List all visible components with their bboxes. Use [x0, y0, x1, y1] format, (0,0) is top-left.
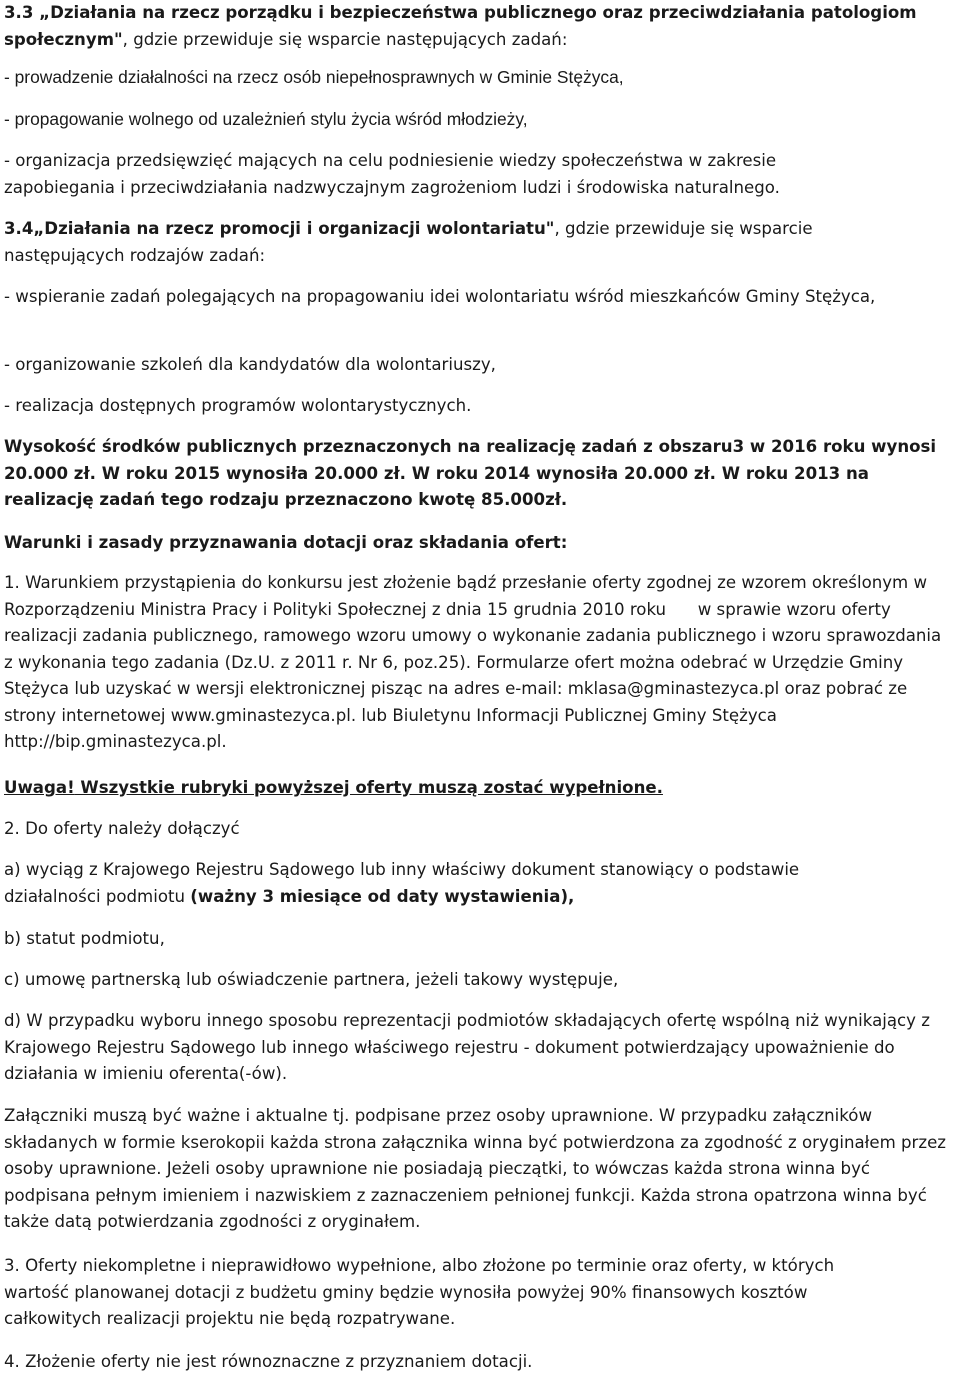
- section-3-4-item: - realizacja dostępnych programów wolontarystycznych.: [4, 396, 472, 415]
- section-3-3-item: - organizacja przedsięwzięć mających na celu podniesienie wiedzy społeczeństwa w zakresie zapobiegania i przeciwdziałania nadzwyczajnym zagrożeniom ludzi i środowiska naturalnego.: [4, 151, 780, 197]
- section-3-3-intro: [4, 0, 944, 53]
- warning-text: Wszystkie rubryki powyższej oferty muszą zostać wypełnione.: [74, 778, 663, 797]
- condition-2d: d) W przypadku wyboru innego sposobu reprezentacji podmiotów składających ofertę wspólną niż wynikający z Krajowego Rejestru Sądowego lub innego właściwego rejestru - dokument potwierdzający upoważnienie do działania w imieniu oferenta(-ów).: [4, 1011, 930, 1083]
- section-3-4-intro: [4, 216, 864, 269]
- condition-4: 4. Złożenie oferty nie jest równoznaczne z przyznaniem dotacji.: [4, 1352, 533, 1371]
- funding-paragraph: Wysokość środków publicznych przeznaczonych na realizację zadań z obszaru3 w 2016 roku wynosi 20.000 zł. W roku 2015 wynosiła 20.000 zł. W roku 2014 wynosiła 20.000 zł. W roku 2013 na realizację zadań tego rodzaju przeznaczono kwotę 85.000zł.: [4, 437, 937, 509]
- conditions-heading: Warunki i zasady przyznawania dotacji oraz składania ofert:: [4, 533, 568, 552]
- condition-2a: [4, 857, 884, 910]
- section-3-3-item: - propagowanie wolnego od uzależnień stylu życia wśród młodzieży,: [4, 109, 528, 129]
- section-3-3-intro-text: , gdzie przewiduje się wsparcie następujących zadań:: [122, 29, 568, 49]
- condition-2: 2. Do oferty należy dołączyć: [4, 819, 240, 838]
- section-3-3-heading: 3.3 „Działania na rzecz porządku i bezpieczeństwa publicznego oraz przeciwdziałania patologiom społecznym": [4, 3, 917, 49]
- condition-1: 1. Warunkiem przystąpienia do konkursu jest złożenie bądź przesłanie oferty zgodnej ze wzorem określonym w Rozporządzeniu Ministra Pracy i Polityki Społecznej z dnia 15 grudnia 2010 roku w sprawie wzoru oferty realizacji zadania publicznego, ramowego wzoru umowy o wykonanie zadania publicznego i wzoru sprawozdania z wykonania tego zadania (Dz.U. z 2011 r. Nr 6, poz.25). Formularze ofert można odebrać w Urzędzie Gminy Stężyca lub uzyskać w wersji elektronicznej pisząc na adres e-mail: mklasa@gminastezyca.pl oraz pobrać ze strony internetowej www.gminastezyca.pl. lub Biuletynu Informacji Publicznej Gminy Stężyca http://bip.gminastezyca.pl.: [4, 573, 947, 751]
- warning-label: Uwaga!: [4, 778, 75, 797]
- condition-2a-validity: (ważny 3 miesiące od daty wystawienia),: [190, 886, 575, 906]
- section-3-3-item: - prowadzenie działalności na rzecz osób niepełnosprawnych w Gminie Stężyca,: [4, 67, 624, 87]
- condition-2b: b) statut podmiotu,: [4, 929, 165, 948]
- section-3-4-heading: 3.4„Działania na rzecz promocji i organizacji wolontariatu": [4, 219, 555, 238]
- condition-3: 3. Oferty niekompletne i nieprawidłowo wypełnione, albo złożone po terminie oraz oferty, w których wartość planowanej dotacji z budżetu gminy będzie wynosiła powyżej 90% finansowych kosztów całkowitych realizacji projektu nie będą rozpatrywane.: [4, 1256, 835, 1328]
- section-3-4-item: - organizowanie szkoleń dla kandydatów dla wolontariuszy,: [4, 355, 496, 374]
- attachments-paragraph: Załączniki muszą być ważne i aktualne tj. podpisane przez osoby uprawnione. W przypadku załączników składanych w formie kserokopii każda strona załącznika winna być potwierdzona za zgodność z oryginałem przez osoby uprawnione. Jeżeli osoby uprawnione nie posiadają pieczątki, to wówczas każda strona winna być podpisana pełnym imieniem i nazwiskiem z zaznaczeniem pełnionej funkcji. Każda strona opatrzona winna być także datą potwierdzania zgodności z oryginałem.: [4, 1106, 947, 1231]
- warning-paragraph: [4, 775, 663, 802]
- section-3-4-intro-text: , gdzie przewiduje się wsparcie następujących rodzajów zadań:: [4, 219, 813, 265]
- condition-2a-text: a) wyciąg z Krajowego Rejestru Sądowego lub inny właściwy dokument stanowiący o podstawie działalności podmiotu: [4, 860, 800, 906]
- condition-2c: c) umowę partnerską lub oświadczenie partnera, jeżeli takowy występuje,: [4, 970, 619, 989]
- section-3-4-item: - wspieranie zadań polegających na propagowaniu idei wolontariatu wśród mieszkańców Gminy Stężyca,: [4, 287, 876, 306]
